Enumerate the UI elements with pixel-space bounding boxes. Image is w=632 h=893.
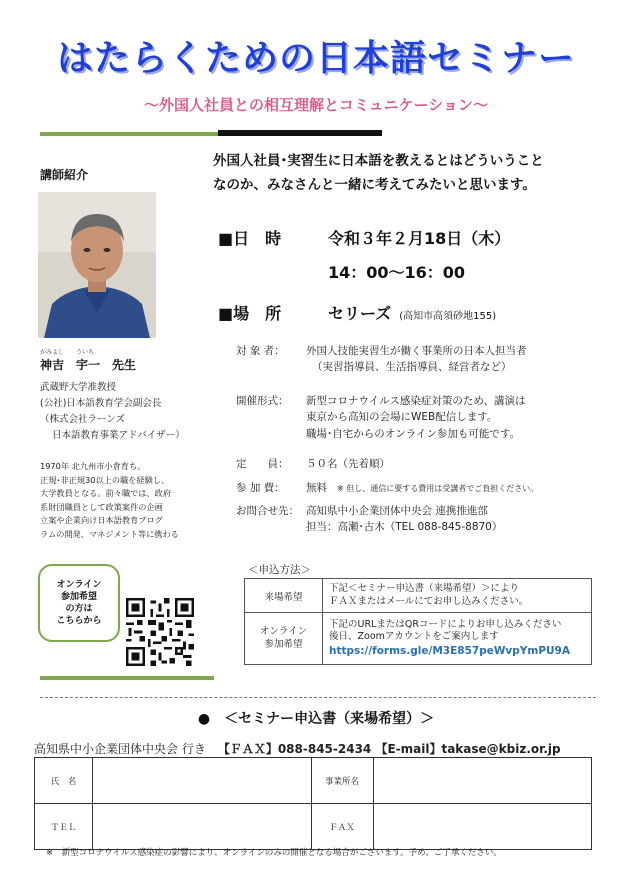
company-label: 事業所名 <box>311 758 373 804</box>
apply-line: 下記＜セミナー申込書（来場希望）＞により <box>329 582 520 594</box>
event-date: 令和３年２月18日（木） <box>328 229 511 248</box>
format-line: 職場･自宅からのオンライン参加も可能です。 <box>306 427 521 440</box>
apply-row-venue <box>245 579 592 613</box>
apply-online-label <box>245 613 323 665</box>
tel-field[interactable] <box>93 804 312 850</box>
capacity-value: ５０名（先着順） <box>306 458 390 470</box>
bio-line: 1970年 北九州市小倉育ち。 <box>40 461 146 471</box>
lecturer-name: 神吉 宇一 先生 <box>40 358 137 372</box>
apply-line: 下記のURLまたはQRコードによりお申し込みください <box>329 618 562 630</box>
target-line: 外国人技能実習生が働く事業所の日本人担当者 <box>306 345 527 357</box>
lecturer-bio <box>40 460 200 541</box>
contact-line: 担当：高瀬･古木（TEL 088-845-8870） <box>306 521 503 534</box>
apply-heading: ＜申込方法＞ <box>248 564 311 576</box>
fax-field[interactable] <box>373 804 592 850</box>
apply-online-text <box>323 613 592 665</box>
form-title-text: ＜セミナー申込書（来場希望）＞ <box>224 711 435 727</box>
bio-line: 立案や企業向け日本語教育プログ <box>40 515 163 526</box>
target-line: （実習指導員、生活指導員、経営者など） <box>312 361 512 374</box>
datetime-label: ■日 時 <box>218 229 282 248</box>
fee-note: ※ 但し、通信に要する費用は受講者でご負担ください。 <box>337 484 539 493</box>
venue-row <box>218 301 497 324</box>
form-contact: 【ＦＡＸ】088-845-2434 【E-mail】takase@kbiz.or.jp <box>217 742 561 756</box>
lecturer-photo <box>38 192 156 338</box>
apply-online-label-line: 参加希望 <box>264 638 303 650</box>
footnote: ※ 新型コロナウイルス感染症の影響により、オンラインのみの開催となる場合がございます。予め、ご了承ください。 <box>46 848 502 858</box>
capacity-label: 定 員： <box>236 458 289 470</box>
qr-code[interactable] <box>126 598 194 666</box>
bullet-icon: ● <box>197 711 211 727</box>
apply-venue-text <box>323 579 592 613</box>
venue-address: (高知市高須砂地155) <box>399 311 497 322</box>
lead-line: なのか、みなさんと一緒に考えてみたいと思います。 <box>213 176 536 193</box>
lecturer-title: 武蔵野大学准教授 <box>40 382 117 393</box>
fee-label: 参 加 費： <box>236 482 285 494</box>
contact-line: 高知県中小企業団体中央会 連携推進部 <box>306 505 488 517</box>
format-label: 開催形式： <box>236 395 289 407</box>
event-time: 14：00～16：00 <box>328 263 466 282</box>
bio-line: ラムの開発、マネジメント等に携わる <box>40 528 179 539</box>
apply-line: 後日、Zoomアカウントをご案内します <box>329 631 499 643</box>
venue-name: セリーズ <box>328 304 392 323</box>
accent-bar-bottom <box>40 676 214 680</box>
form-to: 高知県中小企業団体中央会 行き <box>34 742 206 756</box>
form-row <box>35 758 592 804</box>
lecturer-section-label: 講師紹介 <box>40 168 89 182</box>
lead-line: 外国人社員･実習生に日本語を教えるとはどういうこと <box>213 153 544 169</box>
black-bar <box>218 130 382 136</box>
apply-table <box>244 578 592 665</box>
online-callout-text: オンライン 参加希望 の方は こちらから <box>56 579 102 627</box>
form-row <box>35 804 592 850</box>
tel-label: ＴＥＬ <box>35 804 93 850</box>
cut-line <box>40 697 596 698</box>
fee-group <box>306 480 538 496</box>
name-field[interactable] <box>93 758 312 804</box>
apply-line: ＦＡＸまたはメールにてお申し込みください。 <box>329 595 529 607</box>
venue-name-group <box>328 301 496 324</box>
apply-venue-label: 来場希望 <box>245 579 323 613</box>
format-line: 東京から高知の会場にWEB配信します。 <box>306 411 498 424</box>
lecturer-title: 日本語教育事業アドバイザー） <box>52 430 185 441</box>
lecturer-title: （株式会社ラーンズ <box>40 414 126 425</box>
venue-label: ■場 所 <box>218 304 282 323</box>
fee-value: 無料 <box>306 482 327 494</box>
format-line: 新型コロナウイルス感染症対策のため、講演は <box>306 395 526 407</box>
bio-line: 大学教員となる。前々職では、政府 <box>40 488 172 499</box>
lecturer-furigana: かみよし ういち <box>40 349 95 356</box>
contact-label: お問合せ先： <box>236 505 299 517</box>
form-recipient <box>34 740 561 757</box>
datetime-row <box>218 226 511 249</box>
format-text <box>306 393 525 442</box>
form-title <box>0 708 632 728</box>
name-label: 氏 名 <box>35 758 93 804</box>
fax-label: ＦＡＸ <box>311 804 373 850</box>
page-subtitle: ～外国人社員との相互理解とコミュニケーション～ <box>143 96 489 114</box>
page-title: はたらくための日本語セミナー <box>56 38 575 79</box>
bio-line: 正規･非正規30以上の職を経験し、 <box>40 474 170 485</box>
accent-bar-top <box>40 132 218 136</box>
contact-text <box>306 503 502 536</box>
company-field[interactable] <box>373 758 592 804</box>
lead-text <box>213 150 603 197</box>
lecturer-title: (公社)日本語教育学会副会長 <box>40 398 162 409</box>
apply-url-link[interactable]: https://forms.gle/M3E857peWvpYmPU9A <box>329 645 570 658</box>
target-label: 対 象 者： <box>236 345 285 357</box>
bio-line: 系財団職員として政策案件の企画 <box>40 501 163 512</box>
apply-row-online <box>245 613 592 665</box>
online-callout-bubble <box>38 564 120 642</box>
application-form <box>34 757 592 850</box>
target-text <box>306 343 527 376</box>
apply-online-label-line: オンライン <box>259 625 308 637</box>
